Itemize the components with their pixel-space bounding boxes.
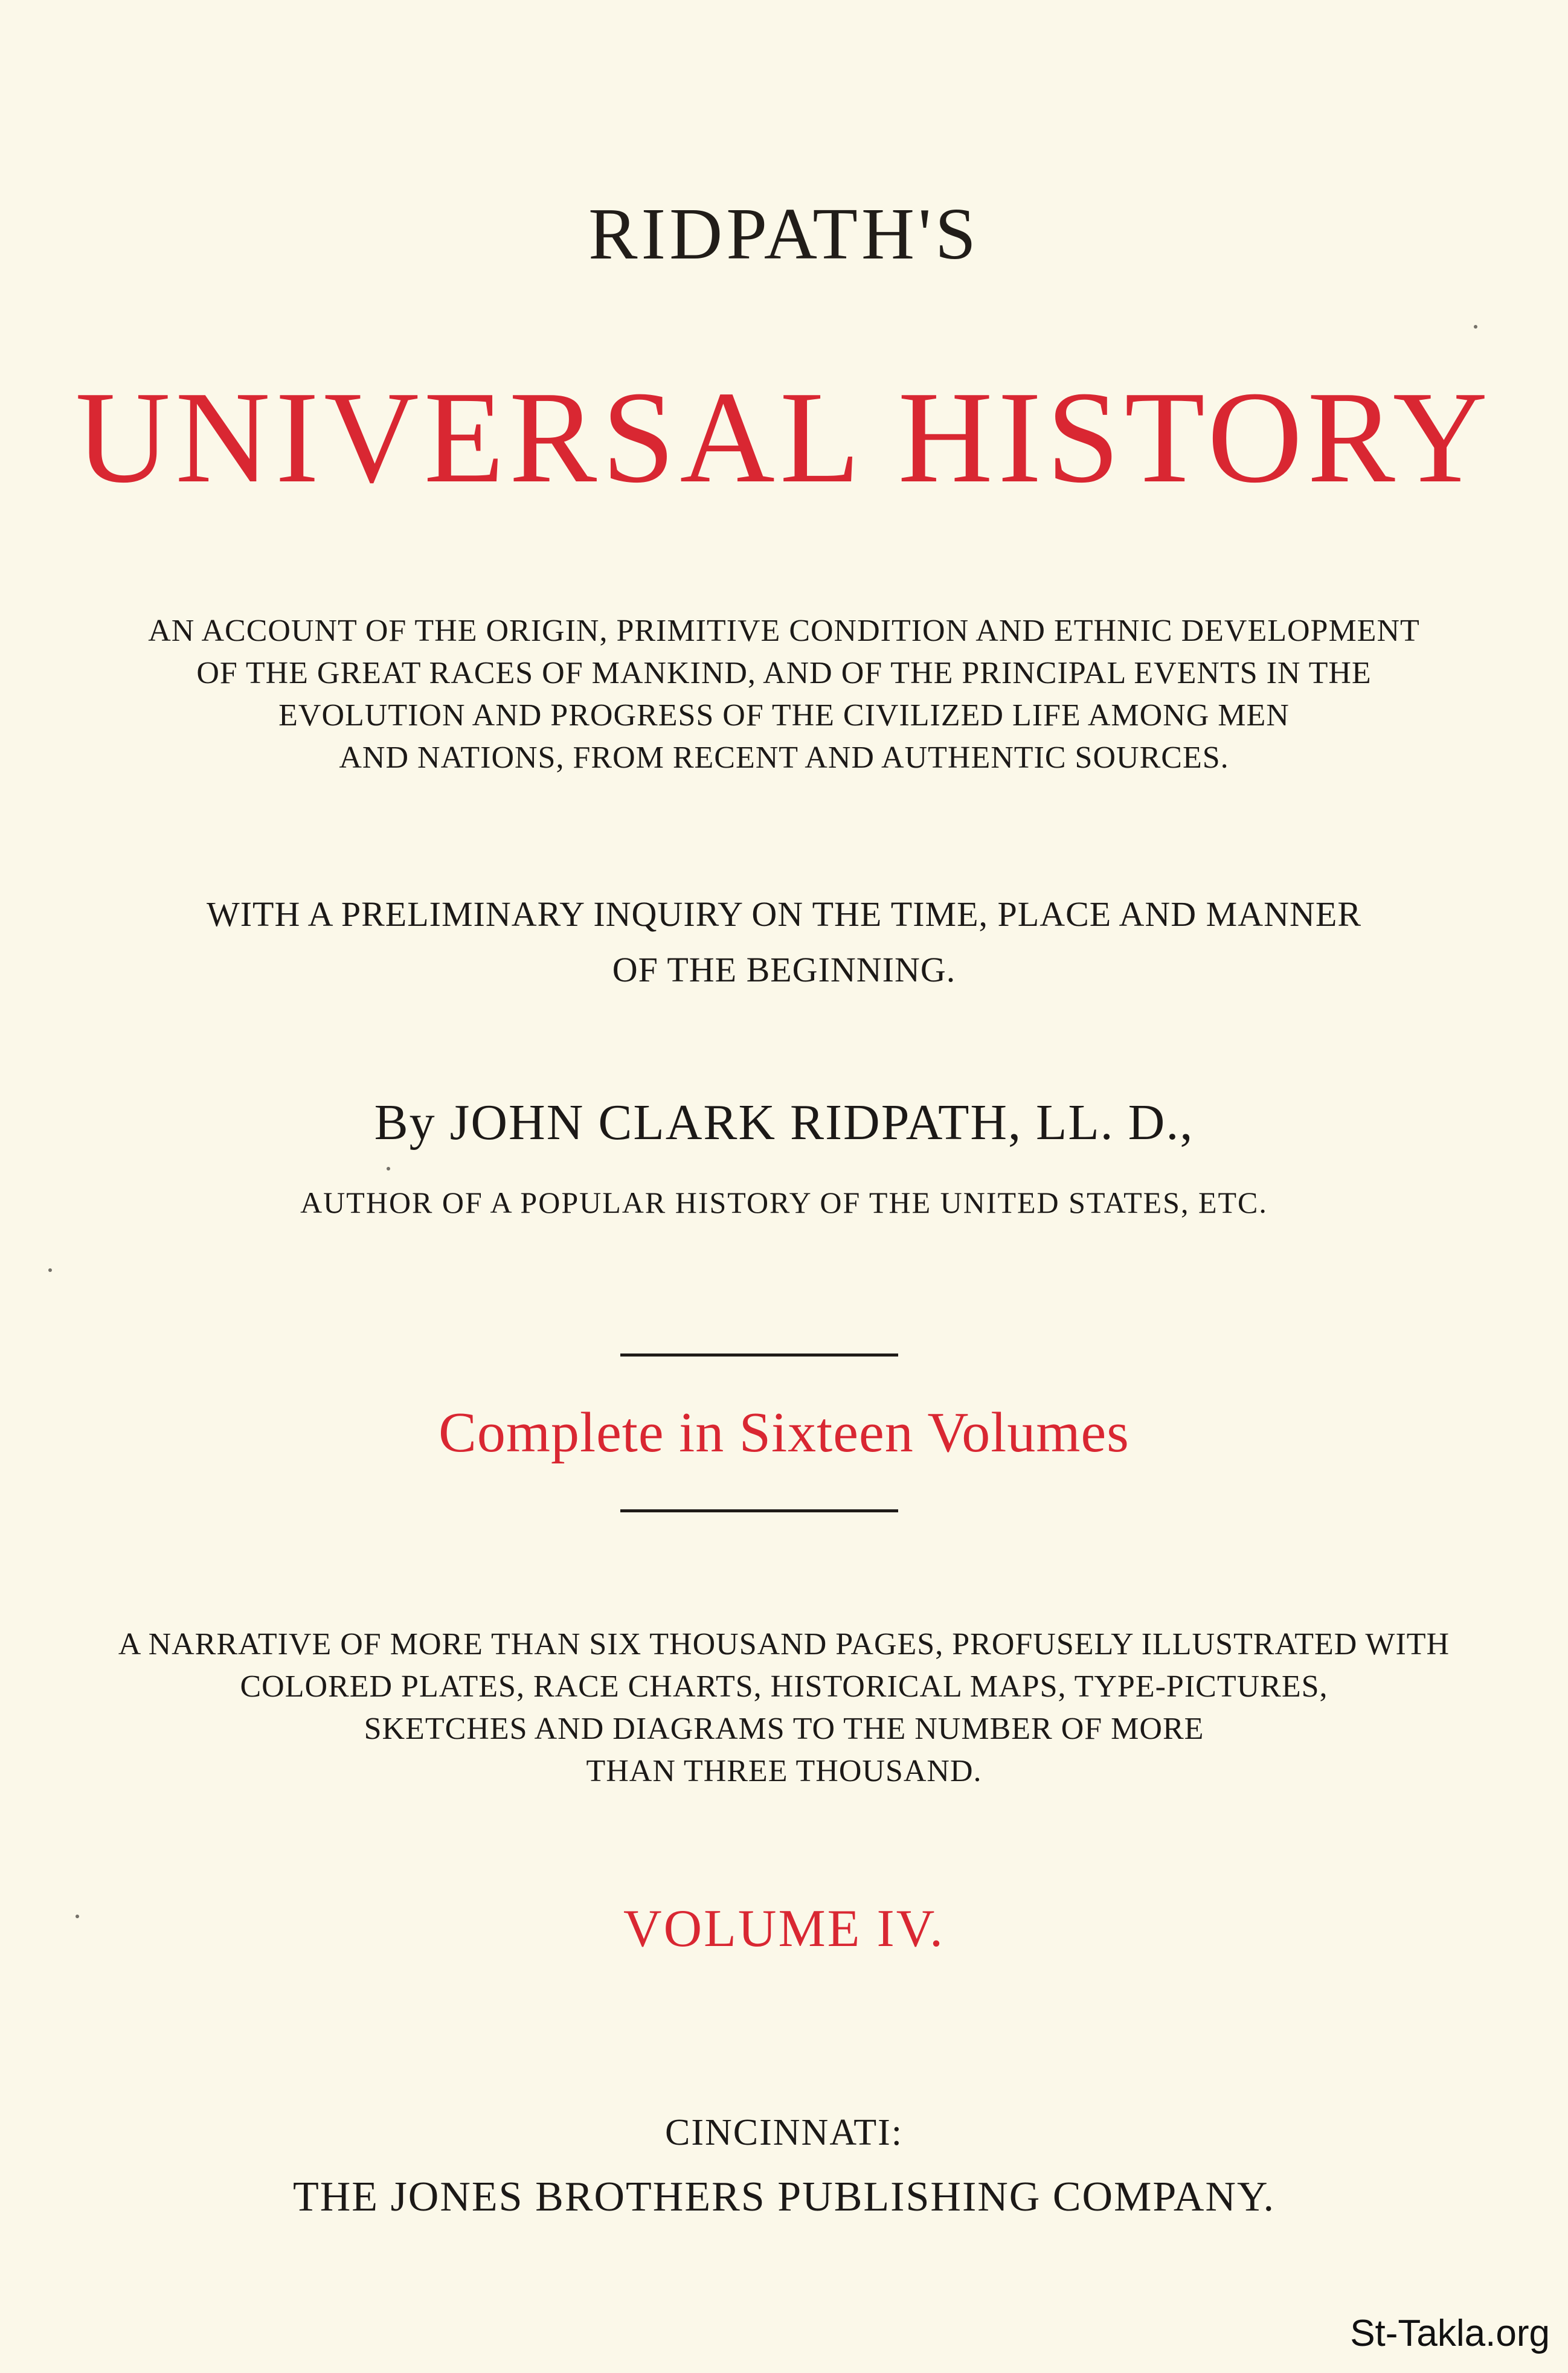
description-line: AND NATIONS, FROM RECENT AND AUTHENTIC SOURCES. [339, 740, 1229, 775]
paper-speck [1474, 325, 1477, 329]
description-block [0, 610, 1568, 779]
description-line: OF THE GREAT RACES OF MANKIND, AND OF THE PRINCIPAL EVENTS IN THE [196, 656, 1372, 690]
paper-speck [48, 1268, 52, 1272]
divider-rule-bottom [620, 1509, 898, 1512]
imprint-publisher: THE JONES BROTHERS PUBLISHING COMPANY. [293, 2174, 1275, 2220]
divider-rule-top [620, 1353, 898, 1357]
description-line: AN ACCOUNT OF THE ORIGIN, PRIMITIVE CONDITION AND ETHNIC DEVELOPMENT [148, 614, 1420, 648]
narrative-line: A NARRATIVE OF MORE THAN SIX THOUSAND PAGES, PROFUSELY ILLUSTRATED WITH [118, 1627, 1450, 1662]
description-line: EVOLUTION AND PROGRESS OF THE CIVILIZED LIFE AMONG MEN [278, 698, 1290, 733]
volume-number: VOLUME IV. [623, 1899, 945, 1958]
author-credentials: AUTHOR OF A POPULAR HISTORY OF THE UNITED STATES, ETC. [300, 1186, 1268, 1219]
preliminary-line: WITH A PRELIMINARY INQUIRY ON THE TIME, PLACE AND MANNER [207, 894, 1361, 934]
volumes-statement: Complete in Sixteen Volumes [439, 1401, 1129, 1464]
preliminary-line: OF THE BEGINNING. [612, 950, 956, 989]
imprint-city: CINCINNATI: [665, 2112, 903, 2153]
narrative-line: THAN THREE THOUSAND. [586, 1754, 982, 1788]
author-byline: By JOHN CLARK RIDPATH, LL. D., [374, 1094, 1194, 1151]
narrative-block [0, 1623, 1568, 1793]
paper-speck [76, 1915, 79, 1918]
paper-speck [387, 1167, 390, 1170]
watermark-text: St-Takla.org [1350, 2313, 1550, 2354]
narrative-line: COLORED PLATES, RACE CHARTS, HISTORICAL MAPS, TYPE-PICTURES, [240, 1669, 1328, 1704]
narrative-line: SKETCHES AND DIAGRAMS TO THE NUMBER OF MORE [364, 1712, 1204, 1746]
preliminary-block [0, 887, 1568, 998]
main-title: UNIVERSAL HISTORY [75, 365, 1493, 510]
series-title: RIDPATH'S [588, 193, 980, 275]
